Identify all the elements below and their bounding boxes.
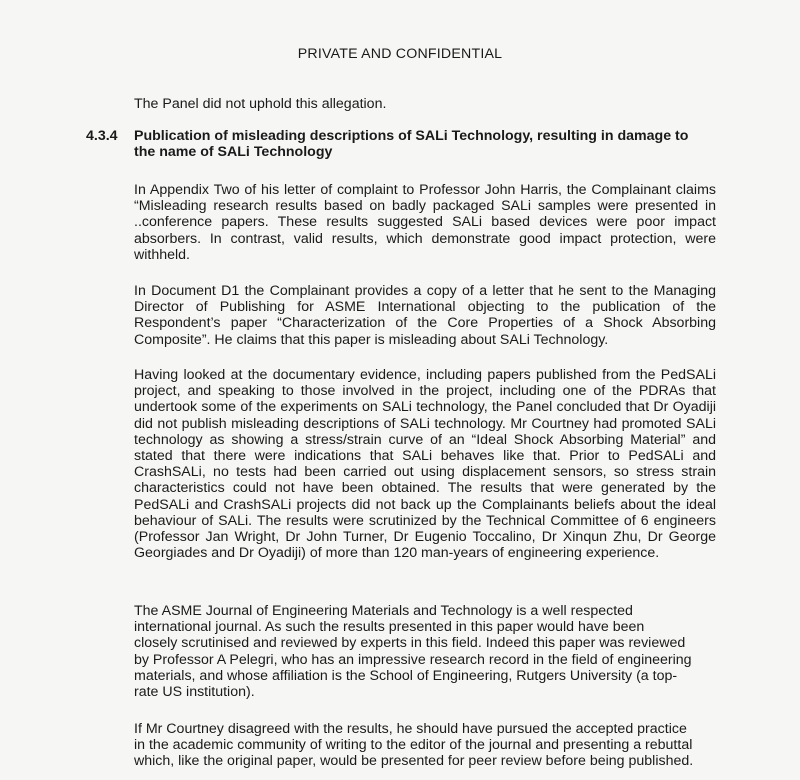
confidential-header: PRIVATE AND CONFIDENTIAL <box>297 46 503 62</box>
section-number: 4.3.4 <box>86 128 118 144</box>
paragraph-panel-conclusion: Having looked at the documentary evidence, including papers published from the PedSALi project, and speaking to those involved in the project, including one of the PDRAs that undertook some of the experiments on SALi technology, the Panel concluded that Dr Oyadiji did not publish misleading descriptions of SALi technology. Mr Courtney had promoted SALi technology as showing a stress/strain curve of an “Ideal Shock Absorbing Material” and stated that there were indications that SALi behaves like that. Prior to PedSALi and CrashSALi, no tests had been carried out using displacement sensors, so stress strain characteristics could not have been obtained. The results that were generated by the PedSALi and CrashSALi projects did not back up the Complainants beliefs about the ideal behaviour of SALi. The results were scrutinized by the Technical Committee of 6 engineers (Professor Jan Wright, Dr John Turner, Dr Eugenio Toccalino, Dr Xinqun Zhu, Dr George Georgiades and Dr Oyadiji) of more than 120 man-years of engineering experience. <box>134 367 716 562</box>
paragraph-appendix-two: In Appendix Two of his letter of complaint to Professor John Harris, the Complainant claims “Misleading research results based on badly packaged SALi samples were presented in ..conference papers. These results suggested SALi based devices were poor impact absorbers. In contrast, valid results, which demonstrate good impact protection, were withheld. <box>134 182 716 263</box>
intro-paragraph: The Panel did not uphold this allegation. <box>134 96 387 112</box>
paragraph-document-d1: In Document D1 the Complainant provides a copy of a letter that he sent to the Managing Director of Publishing for ASME International objecting to the publication of the Respondent’s paper “Characterization of the Core Properties of a Shock Absorbing Composite”. He claims that this paper is misleading about SALi Technology. <box>134 283 716 348</box>
paragraph-rebuttal: If Mr Courtney disagreed with the results, he should have pursued the accepted practice in the academic community of writing to the editor of the journal and presenting a rebuttal which, like the original paper, would be presented for peer review before being published. <box>134 721 694 770</box>
paragraph-asme-journal: The ASME Journal of Engineering Materials and Technology is a well respected international journal. As such the results presented in this paper would have been closely scrutinised and reviewed by experts in this field. Indeed this paper was reviewed by Professor A Pelegri, who has an impressive research record in the field of engineering materials, and whose affiliation is the School of Engineering, Rutgers University (a top- rate US institution). <box>134 603 692 701</box>
section-title: Publication of misleading descriptions of SALi Technology, resulting in damage to the name of SALi Technology <box>134 128 689 161</box>
